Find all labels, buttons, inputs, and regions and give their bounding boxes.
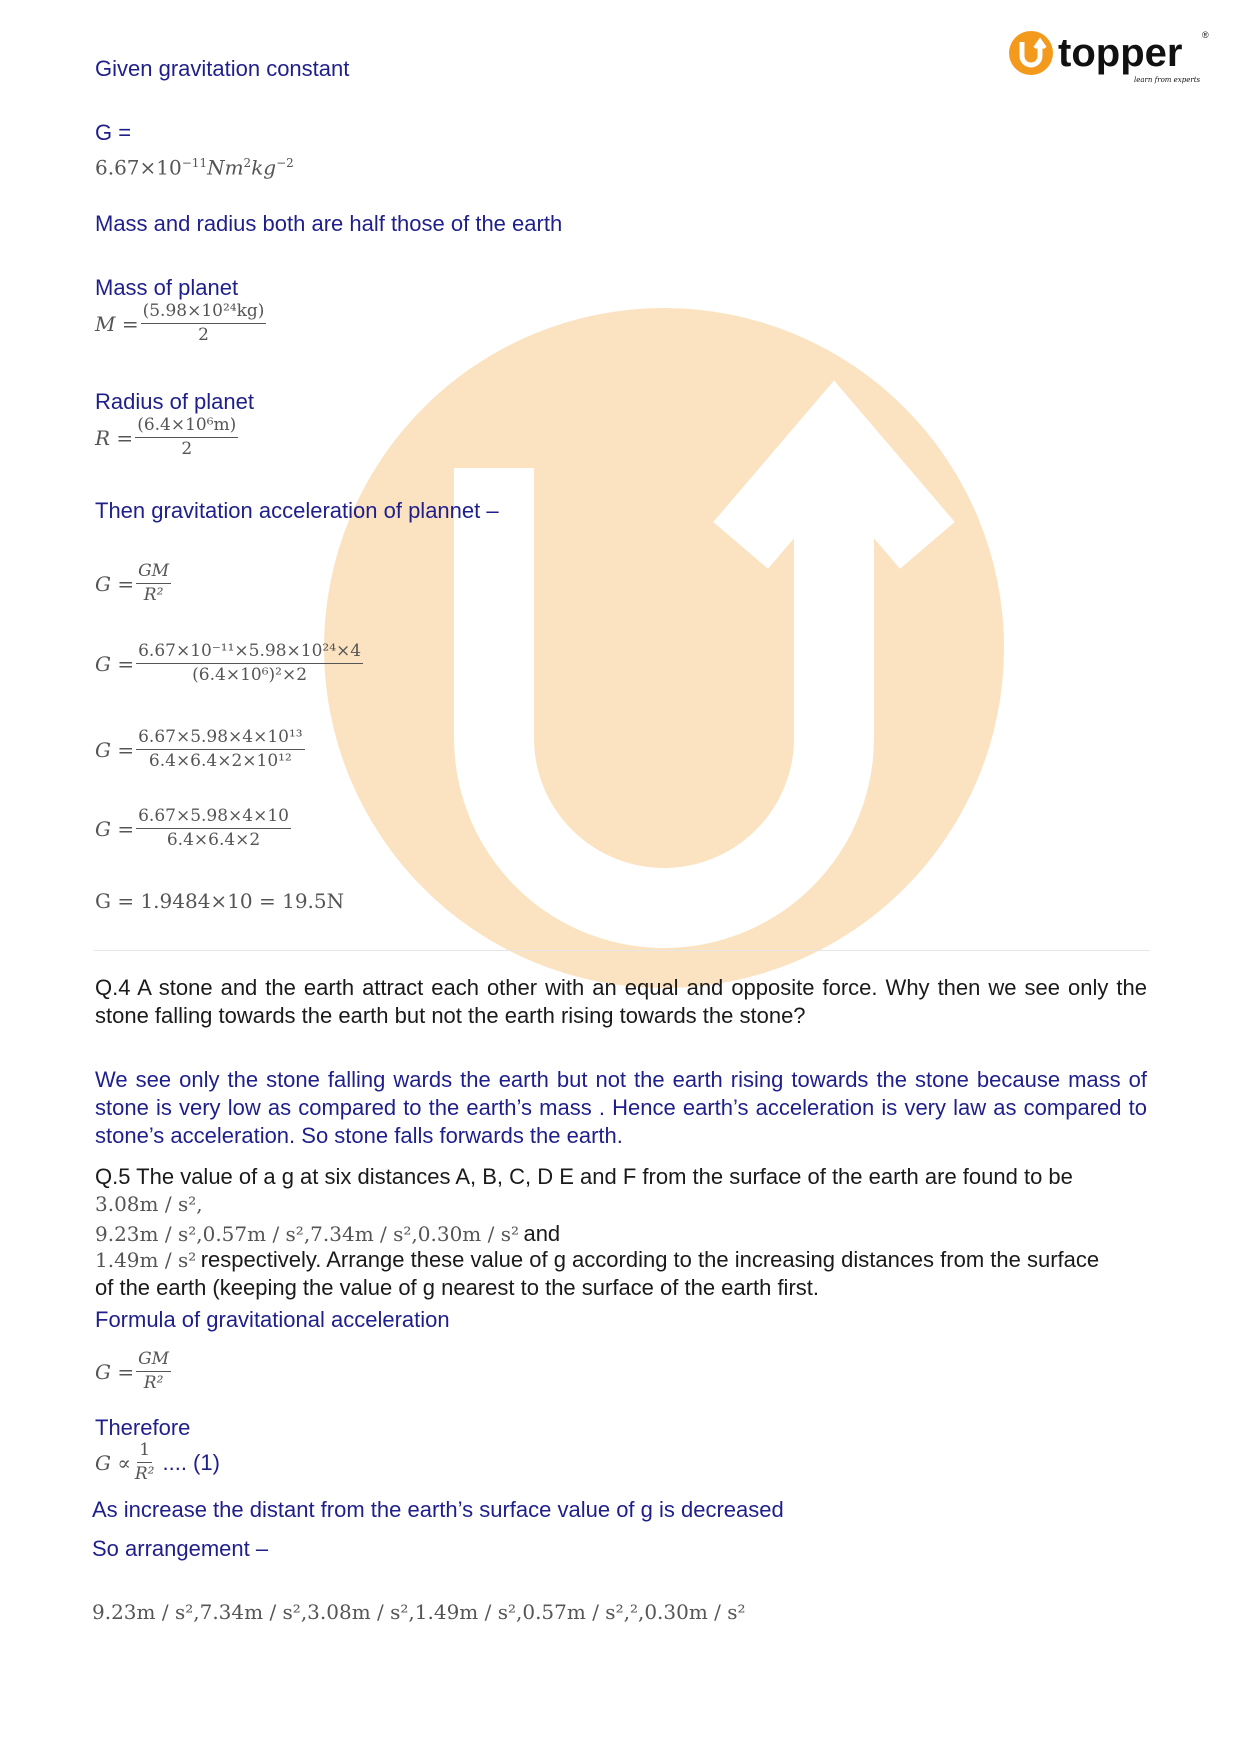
q4-answer: We see only the stone falling wards the earth but not the earth rising towards the stone because mass of stone is very low as compared to the earth’s mass . Hence earth’s acceleration is very law as compared to stone’s acceleration. So stone falls forwards the earth. [95,1067,1147,1148]
q5-line-3-text: respectively. Arrange these value of g according to the increasing distances from the surface [200,1247,1100,1272]
logo-wordmark: topper [1058,31,1183,75]
q5-values-2: 9.23m / s²,0.57m / s²,7.34m / s²,0.30m / s² [95,1222,519,1246]
then-acceleration-text: Then gravitation acceleration of plannet – [95,498,499,523]
mass-equation: M = $\frac{\text{(5.98×10²⁴kg)}}{2}$ [95,301,265,345]
q5-values-3-row [95,1246,1099,1274]
final-arrangement: 9.23m / s²,7.34m / s²,3.08m / s²,1.49m / s²,0.57m / s²,²,0.30m / s² [92,1600,746,1624]
equation-1: G = $\frac{GM}{\text{R²}}$ [95,561,170,605]
q5-line-1: Q.5 The value of a g at six distances A, B, C, D E and F from the surface of the earth are found to be [95,1164,1073,1189]
logo-tagline: learn from experts [1134,76,1201,84]
therefore-label: Therefore [95,1415,191,1440]
given-label: Given gravitation constant [95,56,350,81]
so-arrangement-label: So arrangement – [92,1536,269,1561]
topper-logo [1006,28,1216,90]
mass-radius-half-text: Mass and radius both are half those of the earth [95,211,563,236]
section-divider [94,950,1150,951]
equation-4: G = $\frac{6.67\times 5.98\times 4\times 10}{6.4\times 6.4\times 2}$ [95,806,289,850]
as-increase-text: As increase the distant from the earth’s surface value of g is decreased [92,1497,784,1522]
q5-and-word: and [523,1221,561,1246]
g-equals-label: G = [95,120,132,145]
q4-question: Q.4 A stone and the earth attract each other with an equal and opposite force. Why then we see only the stone falling towards the earth but not the earth rising towards the stone? [95,975,1147,1028]
radius-equation: R = $\frac{\text{(6.4×10⁶m)}}{2}$ [95,415,237,459]
formula-label: Formula of gravitational acceleration [95,1307,450,1332]
equation-tag: .... (1) [162,1449,220,1475]
equation-3: G = $\frac{\text{6.67×5.98×4×10¹³}}{\text{6.4×6.4×2×10¹²}}$ [95,727,303,771]
q5-values-3: 1.49m / s² [95,1248,197,1272]
g-constant-value: $6.67\times 10^{-11}Nm^2kg^{-2}$ [95,155,294,180]
q5-values-1: 3.08m / s², [95,1192,203,1216]
registered-mark: ® [1202,30,1209,40]
formula-equation: G = $\frac{GM}{\text{R²}}$ [95,1349,170,1393]
mass-of-planet-label: Mass of planet [95,275,239,300]
q5-line-4: of the earth (keeping the value of g nearest to the surface of the earth first. [95,1275,819,1300]
equation-5-result: G = 1.9484×10 = 19.5N [95,889,345,913]
proportional-equation: G ∝ $\frac{1}{\text{R²}}$ .... (1) [95,1440,220,1484]
equation-2: G = $\frac{\text{6.67×10⁻¹¹×5.98×10²⁴×4}}{\text{(6.4×10⁶)²×2}}$ [95,641,362,685]
radius-of-planet-label: Radius of planet [95,389,254,414]
q5-values-2-row [95,1220,560,1248]
